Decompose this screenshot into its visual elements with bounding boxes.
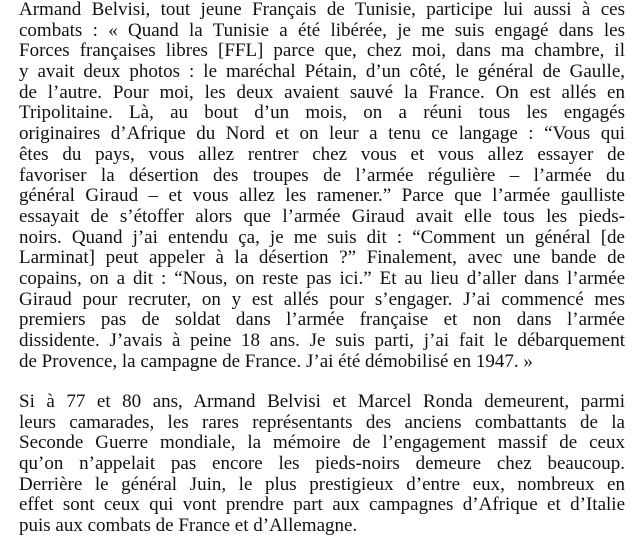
text-line: leurs camarades, les rares représentants des anciens combattants de la [19,411,625,433]
paragraph-2 [19,392,625,537]
text-line: premiers pas de soldat dans l’armée française et non dans l’armée [19,309,625,331]
text-line: qu’on n’appelait pas encore les pieds-noirs demeure chez beaucoup. [19,453,625,475]
paragraph-1 [19,0,625,372]
text-line: Larminat] peut appeler à la désertion ?” Finalement, avec une bande de [19,247,625,269]
text-line: Forces françaises libres [FFL] parce que, chez moi, dans ma chambre, il [19,40,625,62]
text-line: Si à 77 et 80 ans, Armand Belvisi et Marcel Ronda demeurent, parmi [19,391,625,412]
text-line: Seconde Guerre mondiale, la mémoire de l’engagement massif de ceux [19,432,625,454]
text-line: Derrière le général Juin, le plus prestigieux d’entre eux, nombreux en [19,473,625,495]
text-line: êtes du pays, vous allez rentrer chez vous et vous allez essayer de [19,143,625,165]
text-line: dissidente. J’avais à peine 18 ans. Je suis parti, j’ai fait le débarquement [19,330,625,351]
text-line: de l’autre. Pour moi, les deux avaient sauvé la France. On est allés en [19,81,625,103]
text-line: essayait de s’étoffer alors que l’armée Giraud avait elle tous les pieds- [19,205,625,227]
text-line: favoriser la désertion des troupes de l’armée régulière – l’armée du [19,164,625,186]
text-line: combats : « Quand la Tunisie a été libérée, je me suis engagé dans les [19,19,625,41]
text-line: noirs. Quand j’ai entendu ça, je me suis dit : “Comment un général [de [19,226,625,248]
text-line: de Provence, la campagne de France. J’ai été démobilisé en 1947. » [19,350,533,372]
text-line: puis aux combats de France et d’Allemagne. [19,515,358,537]
text-line: Giraud pour recruter, on y est allés pour s’engager. J’ai commencé mes [19,288,625,310]
text-line: originaires d’Afrique du Nord et on leur a tenu ce langage : “Vous qui [19,123,625,145]
text-line: y avait deux photos : le maréchal Pétain, d’un côté, le général de Gaulle, [19,61,625,83]
text-line: Armand Belvisi, tout jeune Français de Tunisie, participe lui aussi à ces [19,0,625,20]
document-page [19,0,625,537]
text-line: copains, on a dit : “Nous, on reste pas ici.” Et au lieu d’aller dans l’armée [19,267,625,289]
text-line: Tripolitaine. Là, au bout d’un mois, on a réuni tous les engagés [19,102,625,124]
text-line: effet sont ceux qui vont prendre part aux campagnes d’Afrique et d’Italie [19,494,625,516]
text-line: général Giraud – et vous allez les ramener.” Parce que l’armée gaulliste [19,185,625,207]
